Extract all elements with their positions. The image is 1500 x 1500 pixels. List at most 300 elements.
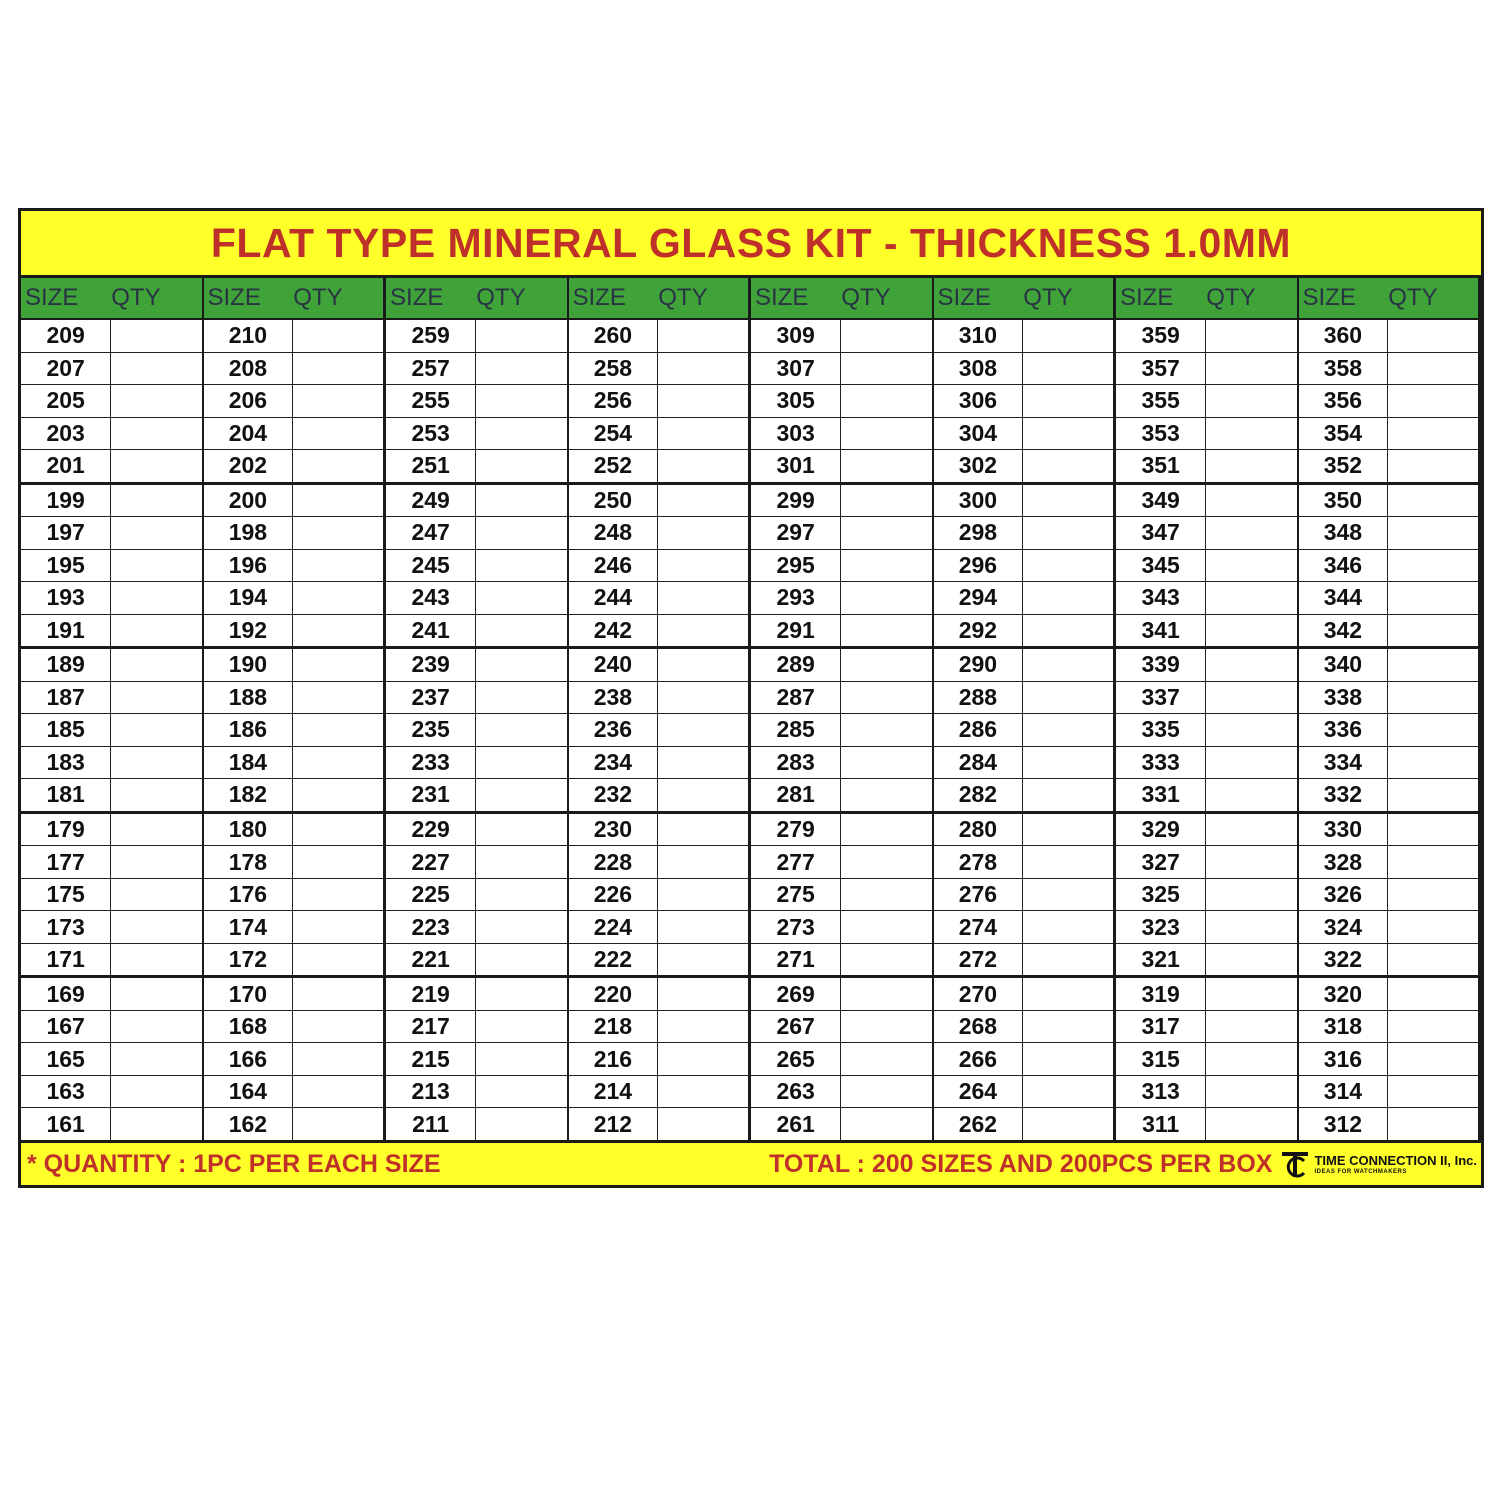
qty-cell[interactable] bbox=[111, 879, 201, 911]
qty-cell[interactable] bbox=[293, 353, 383, 385]
qty-cell[interactable] bbox=[293, 418, 383, 450]
qty-cell[interactable] bbox=[1206, 615, 1296, 647]
table-row bbox=[386, 779, 567, 814]
qty-cell[interactable] bbox=[658, 418, 748, 450]
qty-cell[interactable] bbox=[111, 944, 201, 976]
qty-cell[interactable] bbox=[476, 814, 566, 846]
qty-cell[interactable] bbox=[1206, 418, 1296, 450]
qty-cell[interactable] bbox=[841, 1011, 931, 1043]
qty-cell[interactable] bbox=[658, 550, 748, 582]
size-cell: 340 bbox=[1299, 649, 1389, 681]
qty-cell[interactable] bbox=[1023, 320, 1113, 352]
qty-cell[interactable] bbox=[476, 550, 566, 582]
qty-cell[interactable] bbox=[111, 1011, 201, 1043]
qty-cell[interactable] bbox=[1388, 846, 1478, 878]
qty-cell[interactable] bbox=[1023, 485, 1113, 517]
size-cell: 211 bbox=[386, 1108, 476, 1140]
size-cell: 270 bbox=[934, 978, 1024, 1010]
qty-cell[interactable] bbox=[111, 485, 201, 517]
qty-cell[interactable] bbox=[1206, 944, 1296, 976]
qty-cell[interactable] bbox=[658, 1043, 748, 1075]
qty-cell[interactable] bbox=[1388, 911, 1478, 943]
qty-cell[interactable] bbox=[1206, 517, 1296, 549]
size-cell: 279 bbox=[751, 814, 841, 846]
table-row bbox=[204, 879, 384, 912]
qty-cell[interactable] bbox=[111, 320, 201, 352]
qty-cell[interactable] bbox=[658, 450, 748, 482]
qty-cell[interactable] bbox=[1388, 1108, 1478, 1140]
qty-cell[interactable] bbox=[841, 1108, 931, 1140]
qty-cell[interactable] bbox=[293, 682, 383, 714]
qty-cell[interactable] bbox=[841, 615, 931, 647]
size-cell: 358 bbox=[1299, 353, 1389, 385]
qty-cell[interactable] bbox=[293, 911, 383, 943]
table-row bbox=[386, 485, 567, 518]
qty-cell[interactable] bbox=[1023, 582, 1113, 614]
qty-cell[interactable] bbox=[476, 353, 566, 385]
qty-cell[interactable] bbox=[841, 846, 931, 878]
qty-cell[interactable] bbox=[293, 517, 383, 549]
qty-cell[interactable] bbox=[841, 978, 931, 1010]
table-row bbox=[934, 615, 1114, 650]
qty-cell[interactable] bbox=[841, 879, 931, 911]
qty-cell[interactable] bbox=[658, 814, 748, 846]
size-cell: 260 bbox=[569, 320, 659, 352]
qty-cell[interactable] bbox=[1023, 615, 1113, 647]
qty-cell[interactable] bbox=[1206, 714, 1296, 746]
table-row bbox=[204, 649, 384, 682]
qty-cell[interactable] bbox=[1206, 978, 1296, 1010]
size-cell: 291 bbox=[751, 615, 841, 647]
size-cell: 282 bbox=[934, 779, 1024, 811]
qty-cell[interactable] bbox=[841, 550, 931, 582]
qty-cell[interactable] bbox=[293, 1043, 383, 1075]
qty-cell[interactable] bbox=[1388, 649, 1478, 681]
size-cell: 212 bbox=[569, 1108, 659, 1140]
size-cell: 183 bbox=[21, 747, 111, 779]
qty-cell[interactable] bbox=[841, 747, 931, 779]
table-row bbox=[569, 1076, 749, 1109]
qty-cell[interactable] bbox=[476, 485, 566, 517]
table-row bbox=[21, 550, 202, 583]
qty-cell[interactable] bbox=[1388, 320, 1478, 352]
qty-cell[interactable] bbox=[293, 1108, 383, 1140]
table-row bbox=[1299, 747, 1479, 780]
qty-cell[interactable] bbox=[1388, 978, 1478, 1010]
qty-cell[interactable] bbox=[293, 747, 383, 779]
table-row bbox=[1299, 879, 1479, 912]
qty-cell[interactable] bbox=[1023, 1043, 1113, 1075]
size-cell: 305 bbox=[751, 385, 841, 417]
qty-cell[interactable] bbox=[476, 944, 566, 976]
qty-cell[interactable] bbox=[111, 582, 201, 614]
size-cell: 245 bbox=[386, 550, 476, 582]
qty-cell[interactable] bbox=[841, 911, 931, 943]
table-row bbox=[1299, 1108, 1479, 1140]
qty-cell[interactable] bbox=[1206, 1108, 1296, 1140]
qty-cell[interactable] bbox=[111, 779, 201, 811]
qty-cell[interactable] bbox=[1388, 1043, 1478, 1075]
qty-cell[interactable] bbox=[1023, 747, 1113, 779]
qty-cell[interactable] bbox=[841, 485, 931, 517]
qty-cell[interactable] bbox=[1023, 385, 1113, 417]
qty-cell[interactable] bbox=[658, 615, 748, 647]
table-row bbox=[204, 485, 384, 518]
size-cell: 201 bbox=[21, 450, 111, 482]
qty-cell[interactable] bbox=[111, 846, 201, 878]
qty-cell[interactable] bbox=[111, 418, 201, 450]
qty-cell[interactable] bbox=[1023, 779, 1113, 811]
table-row bbox=[386, 550, 567, 583]
size-cell: 265 bbox=[751, 1043, 841, 1075]
qty-cell[interactable] bbox=[841, 450, 931, 482]
size-header-label: SIZE bbox=[937, 284, 991, 311]
qty-cell[interactable] bbox=[476, 450, 566, 482]
qty-cell[interactable] bbox=[1023, 714, 1113, 746]
qty-cell[interactable] bbox=[476, 779, 566, 811]
qty-cell[interactable] bbox=[111, 714, 201, 746]
qty-cell[interactable] bbox=[1388, 418, 1478, 450]
qty-cell[interactable] bbox=[111, 450, 201, 482]
qty-cell[interactable] bbox=[111, 1108, 201, 1140]
table-row bbox=[934, 846, 1114, 879]
qty-cell[interactable] bbox=[658, 485, 748, 517]
qty-cell[interactable] bbox=[658, 911, 748, 943]
qty-cell[interactable] bbox=[111, 615, 201, 647]
table-row bbox=[21, 517, 202, 550]
size-cell: 221 bbox=[386, 944, 476, 976]
qty-cell[interactable] bbox=[1388, 517, 1478, 549]
table-row bbox=[1299, 846, 1479, 879]
qty-cell[interactable] bbox=[1206, 649, 1296, 681]
size-cell: 287 bbox=[751, 682, 841, 714]
size-cell: 313 bbox=[1116, 1076, 1206, 1108]
qty-cell[interactable] bbox=[293, 550, 383, 582]
qty-cell[interactable] bbox=[1206, 353, 1296, 385]
qty-cell[interactable] bbox=[111, 978, 201, 1010]
qty-cell[interactable] bbox=[111, 550, 201, 582]
size-cell: 273 bbox=[751, 911, 841, 943]
table-row bbox=[751, 1011, 932, 1044]
table-row bbox=[751, 582, 932, 615]
qty-cell[interactable] bbox=[476, 747, 566, 779]
table-row bbox=[1299, 1043, 1479, 1076]
size-cell: 331 bbox=[1116, 779, 1206, 811]
qty-cell[interactable] bbox=[111, 682, 201, 714]
table-row bbox=[204, 814, 384, 847]
qty-cell[interactable] bbox=[1206, 779, 1296, 811]
qty-cell[interactable] bbox=[293, 1076, 383, 1108]
qty-cell[interactable] bbox=[841, 944, 931, 976]
qty-cell[interactable] bbox=[293, 649, 383, 681]
qty-cell[interactable] bbox=[658, 714, 748, 746]
table-row bbox=[934, 320, 1114, 353]
qty-cell[interactable] bbox=[1388, 747, 1478, 779]
size-cell: 187 bbox=[21, 682, 111, 714]
qty-cell[interactable] bbox=[658, 320, 748, 352]
table-row bbox=[204, 582, 384, 615]
qty-cell[interactable] bbox=[841, 779, 931, 811]
qty-cell[interactable] bbox=[658, 747, 748, 779]
size-cell: 233 bbox=[386, 747, 476, 779]
table-row bbox=[569, 1011, 749, 1044]
qty-cell[interactable] bbox=[111, 517, 201, 549]
qty-cell[interactable] bbox=[476, 1043, 566, 1075]
qty-cell[interactable] bbox=[658, 1108, 748, 1140]
table-row bbox=[204, 450, 384, 485]
qty-cell[interactable] bbox=[293, 320, 383, 352]
qty-cell[interactable] bbox=[476, 911, 566, 943]
table-row bbox=[1116, 418, 1297, 451]
qty-cell[interactable] bbox=[1206, 879, 1296, 911]
qty-cell[interactable] bbox=[111, 1076, 201, 1108]
qty-cell[interactable] bbox=[476, 582, 566, 614]
size-cell: 354 bbox=[1299, 418, 1389, 450]
qty-cell[interactable] bbox=[1023, 517, 1113, 549]
qty-header-label: QTY bbox=[1388, 284, 1438, 311]
qty-cell[interactable] bbox=[293, 779, 383, 811]
size-cell: 356 bbox=[1299, 385, 1389, 417]
qty-cell[interactable] bbox=[1388, 450, 1478, 482]
size-cell: 238 bbox=[569, 682, 659, 714]
qty-cell[interactable] bbox=[658, 517, 748, 549]
qty-cell[interactable] bbox=[658, 978, 748, 1010]
table-row bbox=[204, 846, 384, 879]
size-cell: 231 bbox=[386, 779, 476, 811]
qty-cell[interactable] bbox=[293, 879, 383, 911]
table-row bbox=[1116, 944, 1297, 979]
qty-cell[interactable] bbox=[1023, 911, 1113, 943]
qty-cell[interactable] bbox=[293, 944, 383, 976]
qty-cell[interactable] bbox=[658, 1011, 748, 1043]
qty-cell[interactable] bbox=[476, 615, 566, 647]
size-cell: 345 bbox=[1116, 550, 1206, 582]
qty-cell[interactable] bbox=[1206, 1011, 1296, 1043]
qty-cell[interactable] bbox=[841, 582, 931, 614]
qty-cell[interactable] bbox=[658, 385, 748, 417]
qty-cell[interactable] bbox=[1206, 582, 1296, 614]
qty-cell[interactable] bbox=[841, 517, 931, 549]
size-cell: 181 bbox=[21, 779, 111, 811]
table-row bbox=[1116, 682, 1297, 715]
size-cell: 284 bbox=[934, 747, 1024, 779]
qty-cell[interactable] bbox=[1023, 649, 1113, 681]
qty-cell[interactable] bbox=[841, 320, 931, 352]
table-row bbox=[21, 747, 202, 780]
qty-cell[interactable] bbox=[293, 485, 383, 517]
qty-cell[interactable] bbox=[1023, 879, 1113, 911]
qty-cell[interactable] bbox=[293, 846, 383, 878]
qty-cell[interactable] bbox=[658, 649, 748, 681]
qty-cell[interactable] bbox=[1206, 814, 1296, 846]
table-row bbox=[569, 517, 749, 550]
qty-cell[interactable] bbox=[476, 320, 566, 352]
table-row bbox=[386, 747, 567, 780]
qty-cell[interactable] bbox=[111, 353, 201, 385]
qty-cell[interactable] bbox=[476, 517, 566, 549]
qty-cell[interactable] bbox=[476, 879, 566, 911]
qty-cell[interactable] bbox=[658, 353, 748, 385]
size-cell: 193 bbox=[21, 582, 111, 614]
table-row bbox=[934, 1011, 1114, 1044]
table-row bbox=[751, 879, 932, 912]
qty-cell[interactable] bbox=[658, 1076, 748, 1108]
qty-cell[interactable] bbox=[476, 649, 566, 681]
qty-cell[interactable] bbox=[1023, 450, 1113, 482]
table-row bbox=[1116, 879, 1297, 912]
qty-cell[interactable] bbox=[1388, 814, 1478, 846]
qty-cell[interactable] bbox=[1023, 1108, 1113, 1140]
qty-cell[interactable] bbox=[841, 682, 931, 714]
qty-cell[interactable] bbox=[1023, 978, 1113, 1010]
qty-cell[interactable] bbox=[658, 879, 748, 911]
qty-cell[interactable] bbox=[476, 1076, 566, 1108]
table-row bbox=[1299, 550, 1479, 583]
size-cell: 248 bbox=[569, 517, 659, 549]
size-cell: 215 bbox=[386, 1043, 476, 1075]
size-cell: 213 bbox=[386, 1076, 476, 1108]
table-row bbox=[204, 911, 384, 944]
size-cell: 230 bbox=[569, 814, 659, 846]
table-row bbox=[1116, 1043, 1297, 1076]
qty-cell[interactable] bbox=[841, 418, 931, 450]
qty-cell[interactable] bbox=[1023, 846, 1113, 878]
qty-cell[interactable] bbox=[841, 814, 931, 846]
size-cell: 214 bbox=[569, 1076, 659, 1108]
size-cell: 330 bbox=[1299, 814, 1389, 846]
table-row bbox=[934, 450, 1114, 485]
qty-cell[interactable] bbox=[293, 814, 383, 846]
table-row bbox=[751, 779, 932, 814]
qty-cell[interactable] bbox=[476, 978, 566, 1010]
table-row bbox=[21, 978, 202, 1011]
size-cell: 336 bbox=[1299, 714, 1389, 746]
qty-cell[interactable] bbox=[1206, 1043, 1296, 1075]
qty-cell[interactable] bbox=[658, 779, 748, 811]
size-cell: 222 bbox=[569, 944, 659, 976]
qty-cell[interactable] bbox=[1206, 1076, 1296, 1108]
qty-cell[interactable] bbox=[293, 714, 383, 746]
qty-cell[interactable] bbox=[111, 1043, 201, 1075]
qty-cell[interactable] bbox=[476, 1011, 566, 1043]
table-row bbox=[21, 615, 202, 650]
qty-cell[interactable] bbox=[1388, 550, 1478, 582]
qty-cell[interactable] bbox=[1023, 353, 1113, 385]
qty-cell[interactable] bbox=[1388, 779, 1478, 811]
size-cell: 164 bbox=[204, 1076, 294, 1108]
qty-cell[interactable] bbox=[1388, 1076, 1478, 1108]
qty-cell[interactable] bbox=[1023, 944, 1113, 976]
qty-cell[interactable] bbox=[1023, 1011, 1113, 1043]
qty-cell[interactable] bbox=[1206, 385, 1296, 417]
qty-cell[interactable] bbox=[841, 353, 931, 385]
qty-cell[interactable] bbox=[293, 1011, 383, 1043]
brand-tagline: IDEAS FOR WATCHMAKERS bbox=[1314, 1168, 1407, 1175]
qty-cell[interactable] bbox=[111, 385, 201, 417]
qty-cell[interactable] bbox=[1023, 1076, 1113, 1108]
qty-cell[interactable] bbox=[1023, 682, 1113, 714]
qty-cell[interactable] bbox=[1206, 911, 1296, 943]
table-row bbox=[1299, 911, 1479, 944]
qty-cell[interactable] bbox=[841, 1076, 931, 1108]
qty-cell[interactable] bbox=[1388, 353, 1478, 385]
size-cell: 286 bbox=[934, 714, 1024, 746]
qty-cell[interactable] bbox=[1206, 747, 1296, 779]
qty-cell[interactable] bbox=[1388, 682, 1478, 714]
qty-cell[interactable] bbox=[476, 846, 566, 878]
qty-cell[interactable] bbox=[111, 747, 201, 779]
qty-cell[interactable] bbox=[1206, 485, 1296, 517]
qty-cell[interactable] bbox=[476, 1108, 566, 1140]
qty-cell[interactable] bbox=[658, 944, 748, 976]
qty-cell[interactable] bbox=[1206, 846, 1296, 878]
column-header bbox=[386, 278, 567, 320]
size-cell: 308 bbox=[934, 353, 1024, 385]
qty-cell[interactable] bbox=[658, 582, 748, 614]
table-row bbox=[1116, 978, 1297, 1011]
qty-cell[interactable] bbox=[111, 649, 201, 681]
qty-cell[interactable] bbox=[1206, 550, 1296, 582]
qty-cell[interactable] bbox=[1023, 814, 1113, 846]
column-header bbox=[1116, 278, 1297, 320]
qty-cell[interactable] bbox=[111, 814, 201, 846]
qty-cell[interactable] bbox=[1206, 320, 1296, 352]
qty-cell[interactable] bbox=[111, 911, 201, 943]
qty-cell[interactable] bbox=[841, 1043, 931, 1075]
table-row bbox=[751, 550, 932, 583]
size-cell: 306 bbox=[934, 385, 1024, 417]
qty-cell[interactable] bbox=[1388, 615, 1478, 647]
qty-cell[interactable] bbox=[293, 978, 383, 1010]
kit-chart-sheet bbox=[18, 208, 1484, 1188]
table-row bbox=[934, 517, 1114, 550]
qty-cell[interactable] bbox=[658, 846, 748, 878]
qty-cell[interactable] bbox=[293, 582, 383, 614]
qty-cell[interactable] bbox=[293, 615, 383, 647]
qty-cell[interactable] bbox=[1388, 1011, 1478, 1043]
qty-cell[interactable] bbox=[476, 418, 566, 450]
qty-cell[interactable] bbox=[1388, 385, 1478, 417]
brand-name: TIME CONNECTION II, Inc. bbox=[1314, 1152, 1477, 1168]
qty-cell[interactable] bbox=[1023, 418, 1113, 450]
qty-cell[interactable] bbox=[658, 682, 748, 714]
qty-cell[interactable] bbox=[1388, 582, 1478, 614]
qty-cell[interactable] bbox=[1388, 714, 1478, 746]
qty-cell[interactable] bbox=[1388, 944, 1478, 976]
table-row bbox=[751, 320, 932, 353]
size-cell: 186 bbox=[204, 714, 294, 746]
table-row bbox=[386, 814, 567, 847]
qty-cell[interactable] bbox=[841, 714, 931, 746]
qty-cell[interactable] bbox=[841, 649, 931, 681]
qty-cell[interactable] bbox=[841, 385, 931, 417]
table-row bbox=[1116, 779, 1297, 814]
qty-cell[interactable] bbox=[1206, 682, 1296, 714]
table-row bbox=[21, 353, 202, 386]
qty-cell[interactable] bbox=[476, 682, 566, 714]
qty-cell[interactable] bbox=[293, 450, 383, 482]
qty-cell[interactable] bbox=[1388, 879, 1478, 911]
qty-cell[interactable] bbox=[1023, 550, 1113, 582]
qty-cell[interactable] bbox=[476, 385, 566, 417]
qty-cell[interactable] bbox=[1388, 485, 1478, 517]
qty-cell[interactable] bbox=[293, 385, 383, 417]
size-cell: 333 bbox=[1116, 747, 1206, 779]
qty-cell[interactable] bbox=[476, 714, 566, 746]
size-cell: 278 bbox=[934, 846, 1024, 878]
table-row bbox=[751, 1043, 932, 1076]
qty-cell[interactable] bbox=[1206, 450, 1296, 482]
